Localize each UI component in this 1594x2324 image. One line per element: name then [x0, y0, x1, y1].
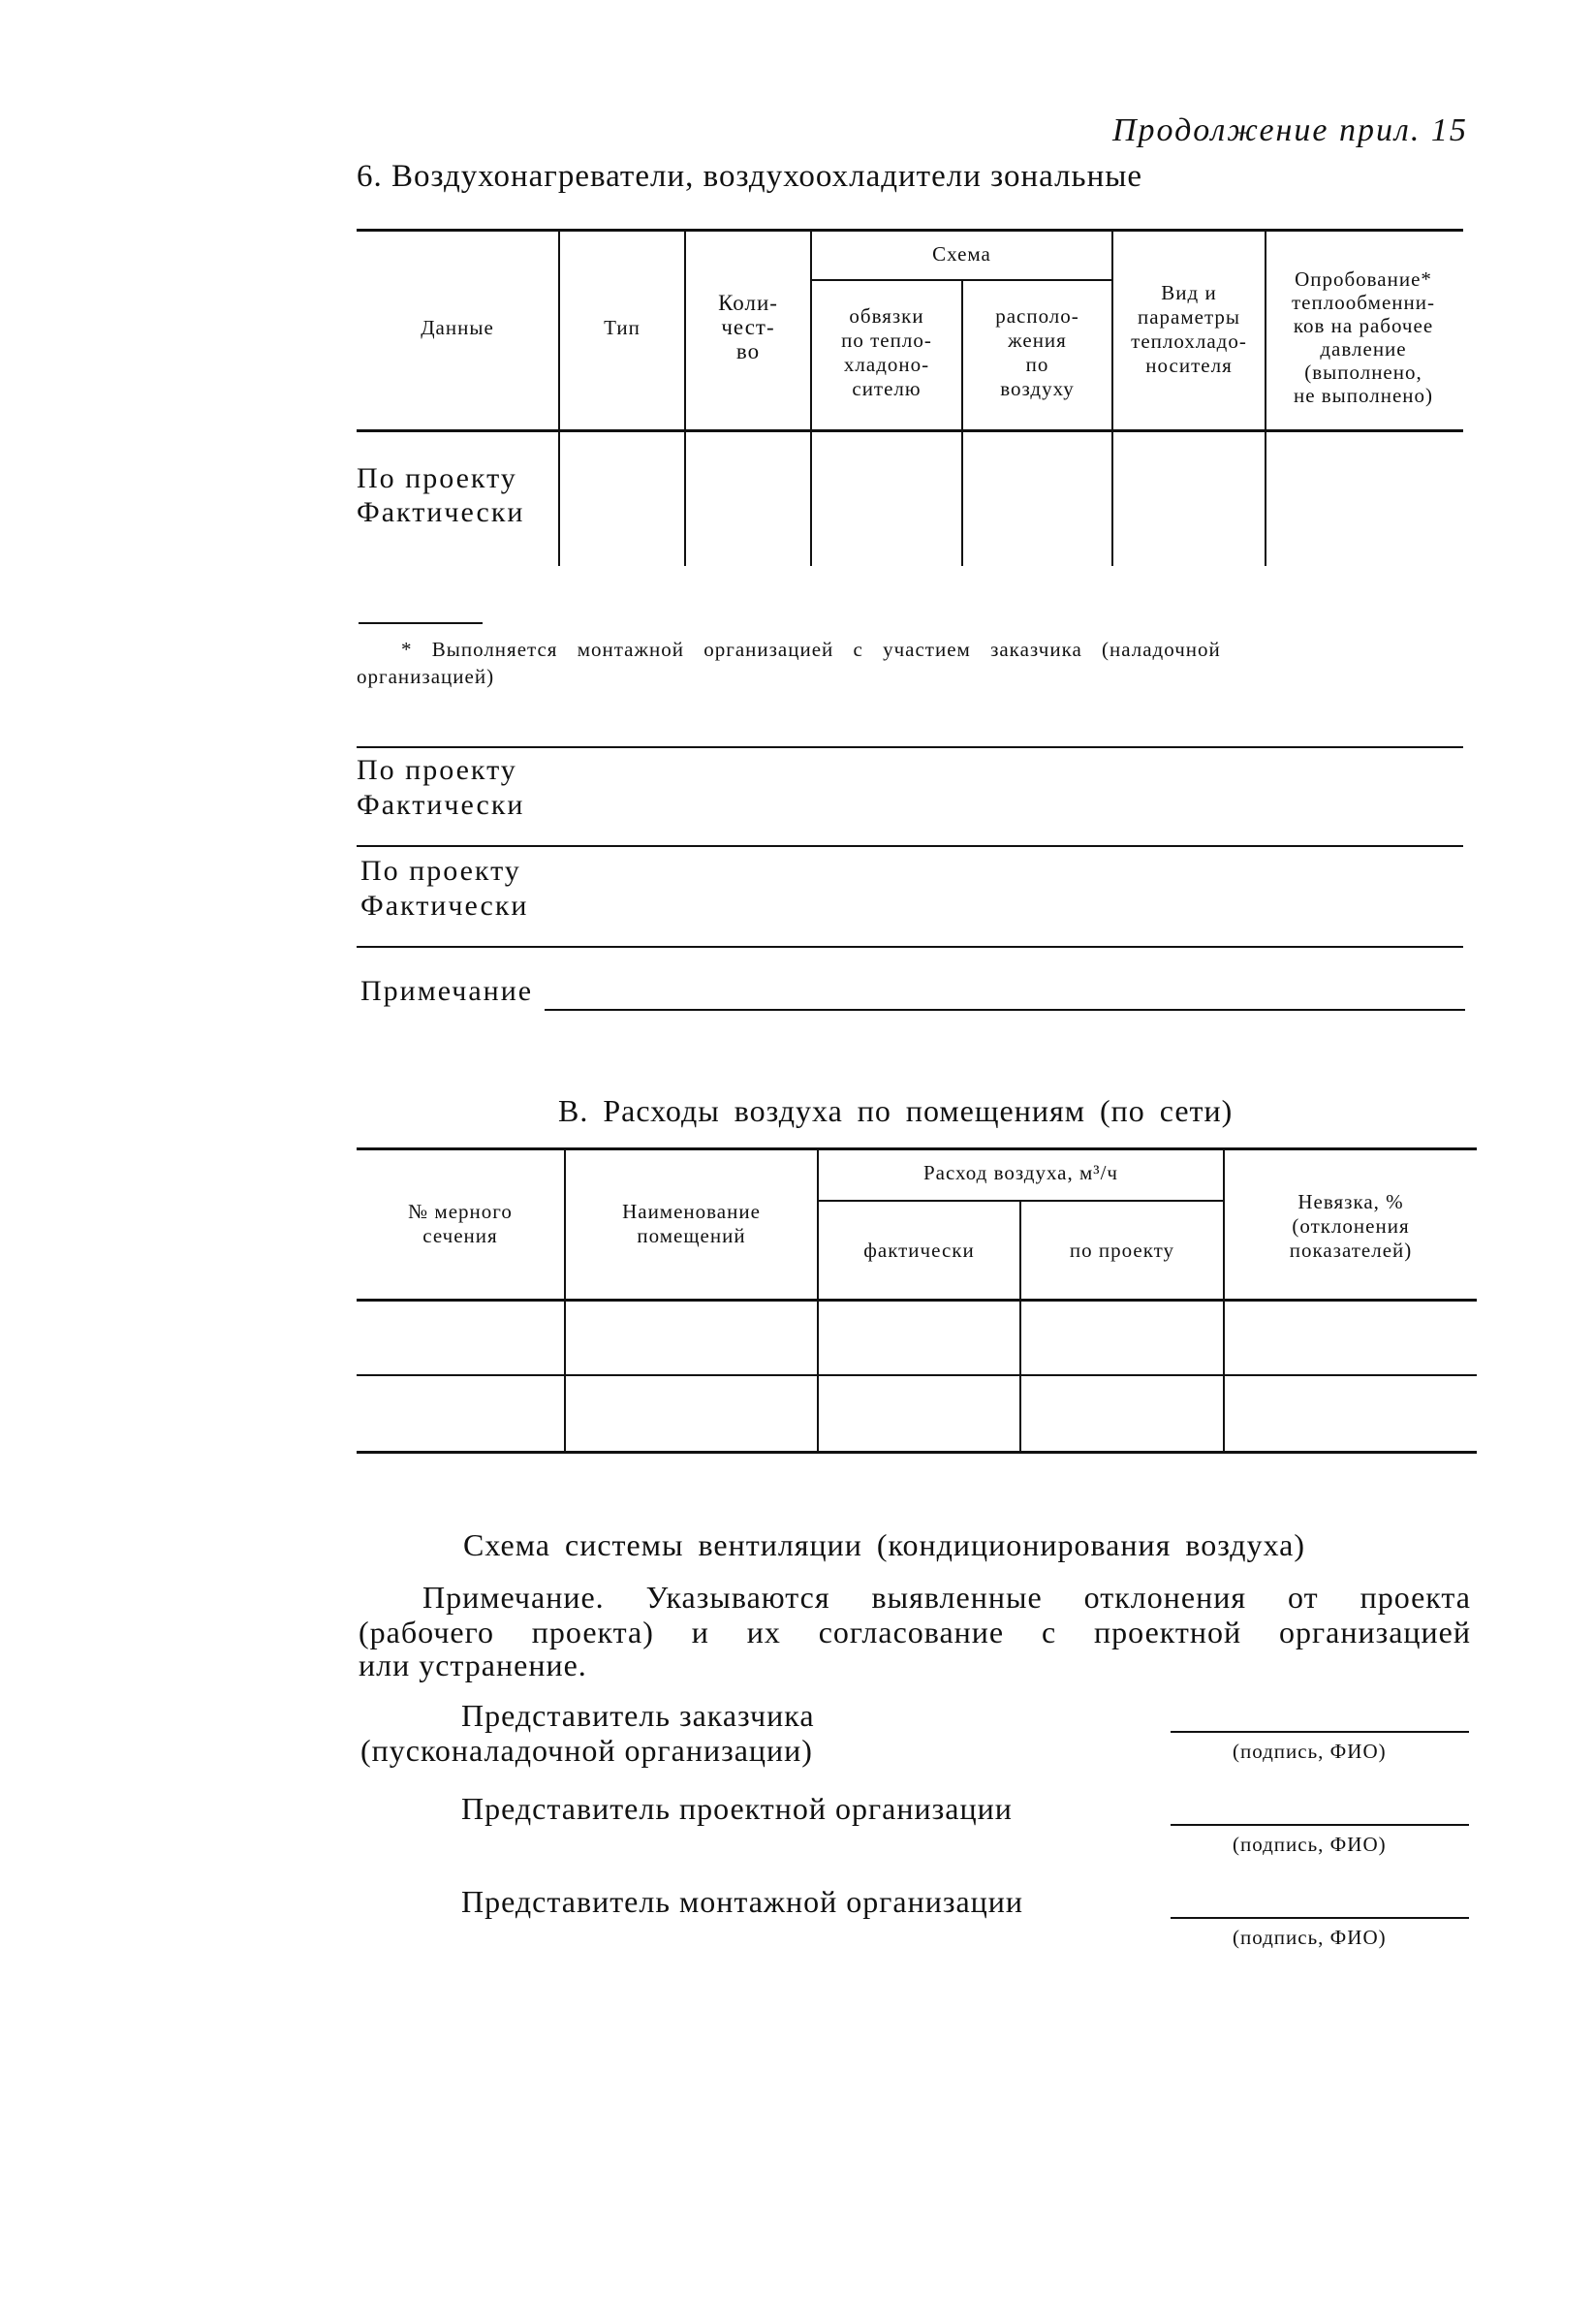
table-row-line	[357, 1374, 1477, 1376]
header-room-name: Наименование помещений	[622, 1200, 761, 1247]
block-1-line-1: По проекту	[357, 754, 517, 786]
word: проекта)	[531, 1615, 654, 1649]
word: и	[691, 1615, 709, 1649]
table-bottom-line	[357, 1451, 1477, 1454]
note-para-line-3: или устранение.	[359, 1648, 587, 1682]
footnote-line-2: организацией)	[357, 665, 495, 688]
scheme-title: Схема системы вентиляции (кондиционирования воздуха)	[463, 1527, 1306, 1562]
header-pressure-test: Опробование* теплообменни- ков на рабочее давление (выполнено, не выполнено)	[1291, 267, 1435, 407]
header-by-project: по проекту	[1069, 1239, 1175, 1262]
header-air-flow: Расход воздуха, м³/ч	[923, 1161, 1118, 1184]
separator-line	[357, 845, 1463, 847]
signature-line	[1171, 1731, 1469, 1733]
word: организацией	[1278, 1615, 1471, 1649]
header-actual: фактически	[863, 1239, 975, 1262]
signature-caption: (подпись, ФИО)	[1233, 1926, 1387, 1949]
row-labels: По проекту Фактически	[357, 462, 525, 528]
note-para-line-2	[359, 1615, 1471, 1650]
section-6-title: 6. Воздухонагреватели, воздухоохладители зональные	[357, 159, 1143, 194]
table-header-line	[357, 429, 1463, 432]
section-b-title: В. Расходы воздуха по помещениям (по сети)	[558, 1093, 1234, 1128]
header-scheme-location: располо- жения по воздуху	[995, 304, 1079, 400]
signature-caption: (подпись, ФИО)	[1233, 1833, 1387, 1856]
note-para-line-1	[422, 1580, 1471, 1616]
word: проектной	[1094, 1615, 1242, 1649]
word: согласование	[818, 1615, 1005, 1649]
separator-line	[357, 946, 1463, 948]
table-header-line	[357, 1299, 1477, 1302]
design-rep: Представитель проектной организации	[461, 1791, 1013, 1826]
col-divider	[564, 1147, 566, 1453]
word: с	[1041, 1615, 1057, 1649]
footnote-line-1: * Выполняется монтажной организацией с участием заказчика (наладочной	[401, 638, 1221, 661]
signature-line	[1171, 1917, 1469, 1919]
note-label: Примечание	[360, 975, 534, 1007]
note-fill-line	[545, 1009, 1465, 1011]
header-data: Данные	[421, 316, 494, 339]
table-top-line	[357, 1147, 1477, 1150]
customer-rep-line-2: (пусконаладочной организации)	[360, 1733, 813, 1768]
separator-line	[357, 746, 1463, 748]
signature-line	[1171, 1824, 1469, 1826]
header-section-number: № мерного сечения	[408, 1200, 513, 1247]
header-quantity: Коли- чест- во	[718, 291, 778, 363]
word: Примечание.	[422, 1580, 605, 1615]
installer-rep: Представитель монтажной организации	[461, 1884, 1024, 1919]
signature-caption: (подпись, ФИО)	[1233, 1740, 1387, 1763]
header-scheme: Схема	[932, 242, 991, 266]
header-scheme-binding: обвязки по тепло- хладоно- сителю	[841, 304, 932, 400]
block-2-line-1: По проекту	[360, 855, 521, 887]
header-mismatch: Невязка, % (отклонения показателей)	[1289, 1190, 1413, 1262]
table-top-line	[357, 229, 1463, 232]
col-divider	[558, 229, 560, 566]
block-1-line-2: Фактически	[357, 789, 525, 821]
word: выявленные	[871, 1580, 1043, 1615]
word: отклонения	[1083, 1580, 1247, 1615]
word: (рабочего	[359, 1615, 494, 1649]
col-divider	[684, 229, 686, 566]
customer-rep-line-1: Представитель заказчика	[461, 1698, 815, 1733]
footnote-rule	[359, 622, 483, 624]
continuation-header: Продолжение прил. 15	[1112, 112, 1468, 148]
word: от	[1288, 1580, 1319, 1615]
block-2-line-2: Фактически	[360, 890, 529, 922]
header-type: Тип	[604, 316, 641, 339]
header-coolant: Вид и параметры теплохладо- носителя	[1131, 281, 1247, 377]
word: их	[746, 1615, 781, 1649]
word: Указываются	[645, 1580, 830, 1615]
col-divider	[1111, 229, 1113, 566]
col-divider	[817, 1147, 819, 1453]
word: проекта	[1360, 1580, 1471, 1615]
